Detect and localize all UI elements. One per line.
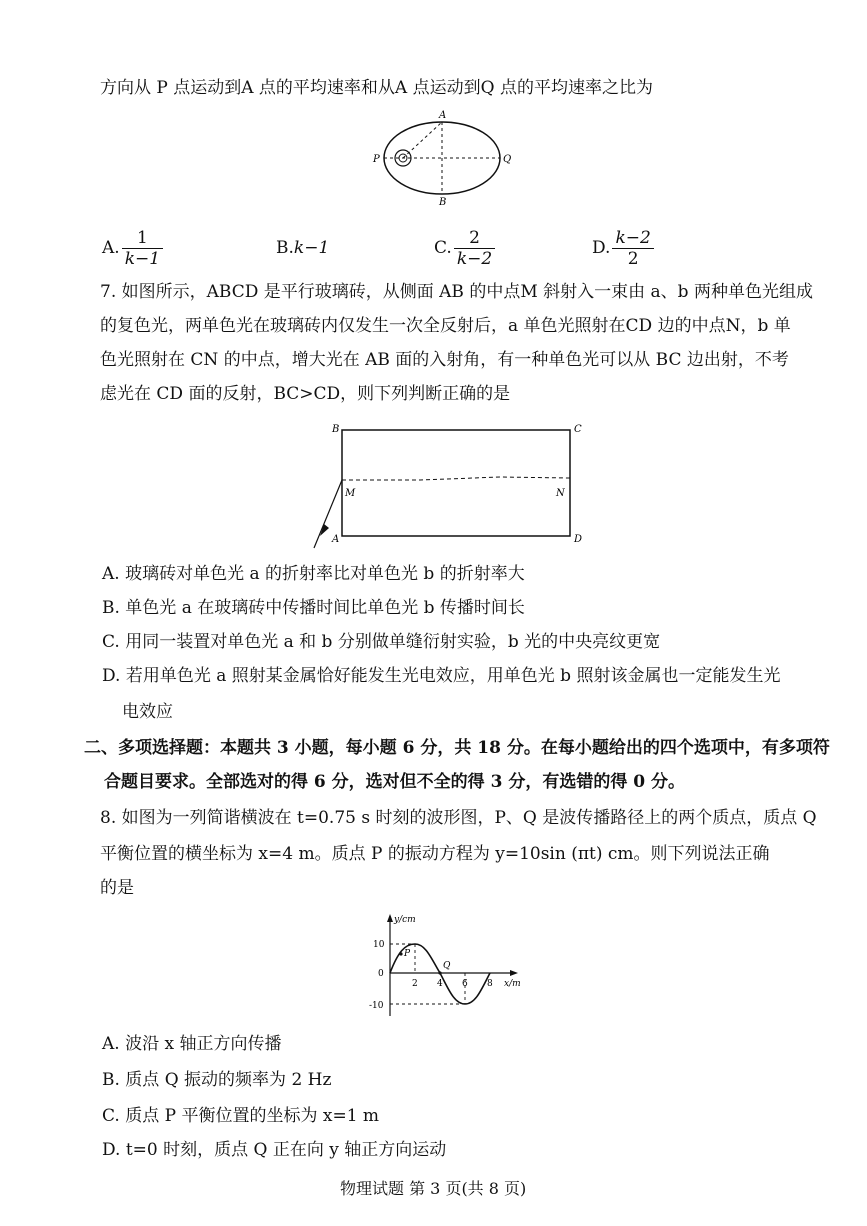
x-tick-4: 4: [437, 979, 443, 989]
q8-option-c: C. 质点 P 平衡位置的坐标为 x=1 m: [102, 1106, 380, 1126]
q7-stem-line-1: 7. 如图所示，ABCD 是平行玻璃砖，从侧面 AB 的中点M 斜射入一束由 a、b 两种单色光组成: [100, 282, 813, 302]
label-a: A: [439, 110, 447, 121]
label-d: D: [574, 534, 583, 545]
q8-stem-line-2: 平衡位置的横坐标为 x=4 m。质点 P 的振动方程为 y=10sin (πt) cm。则下列说法正确: [100, 844, 770, 864]
q7-stem-line-3: 色光照射在 CN 的中点，增大光在 AB 面的入射角，有一种单色光可以从 BC 边出射，不考: [100, 350, 789, 370]
q8-option-a: A. 波沿 x 轴正方向传播: [102, 1034, 282, 1054]
label-c: C: [574, 424, 582, 435]
y-tick-0: 0: [378, 969, 384, 979]
label-q: Q: [443, 961, 451, 971]
page-footer: 物理试题 第 3 页(共 8 页): [340, 1179, 527, 1198]
section-2-header-line-2: 合题目要求。全部选对的得 6 分，选对但不全的得 3 分，有选错的得 0 分。: [104, 772, 685, 792]
label-a: A: [332, 534, 340, 545]
label-p: P: [404, 949, 411, 959]
label-p: P: [373, 154, 380, 165]
label-m: M: [345, 488, 356, 499]
x-axis-arrow: [510, 970, 518, 976]
label-b: B: [332, 424, 340, 435]
q7-option-a: A. 玻璃砖对单色光 a 的折射率比对单色光 b 的折射率大: [102, 564, 525, 584]
q8-stem-line-3: 的是: [100, 878, 134, 898]
q8-stem-line-1: 8. 如图为一列简谐横波在 t=0.75 s 时刻的波形图，P、Q 是波传播路径上的两个质点，质点 Q: [100, 808, 817, 828]
y-axis-label: y/cm: [394, 915, 416, 925]
x-tick-2: 2: [412, 979, 418, 989]
y-tick-neg10: -10: [369, 1001, 384, 1011]
q8-option-d: D. t=0 时刻，质点 Q 正在向 y 轴正方向运动: [102, 1140, 447, 1160]
point-p: [399, 952, 402, 955]
light-path-dashed: [342, 477, 570, 480]
point-q: [438, 971, 441, 974]
q8-option-b: B. 质点 Q 振动的频率为 2 Hz: [102, 1070, 332, 1090]
q6-stem-tail: 方向从 P 点运动到A 点的平均速率和从A 点运动到Q 点的平均速率之比为: [100, 78, 653, 98]
section-2-header-line-1: 二、多项选择题：本题共 3 小题，每小题 6 分，共 18 分。在每小题给出的四个选项中，有多项符: [84, 738, 830, 758]
q7-stem-line-4: 虑光在 CD 面的反射，BC>CD，则下列判断正确的是: [100, 384, 511, 404]
q7-option-d: D. 若用单色光 a 照射某金属恰好能发生光电效应，用单色光 b 照射该金属也一定能发生光: [102, 666, 781, 686]
q6-option-d: D. $\frac{k-2}{2}$: [592, 228, 654, 269]
y-axis-arrow: [387, 914, 393, 922]
glass-block: [342, 430, 570, 536]
x-axis-label: x/m: [504, 979, 521, 989]
q7-glass-block-figure: [300, 418, 600, 553]
q6-option-b: B.k−1: [276, 238, 330, 258]
q8-wave-figure: [360, 912, 530, 1022]
q6-option-c: C. $\frac{2}{k-2}$: [434, 228, 495, 269]
x-tick-6: 6: [462, 979, 468, 989]
q7-option-b: B. 单色光 a 在玻璃砖中传播时间比单色光 b 传播时间长: [102, 598, 525, 618]
label-b: B: [439, 197, 447, 208]
label-q: Q: [503, 154, 512, 165]
q6-orbit-figure: [370, 108, 520, 208]
q7-option-d-cont: 电效应: [122, 702, 173, 722]
y-tick-10: 10: [373, 940, 385, 950]
q7-stem-line-2: 的复色光，两单色光在玻璃砖内仅发生一次全反射后，a 单色光照射在CD 边的中点N，b 单: [100, 316, 791, 336]
x-tick-8: 8: [487, 979, 493, 989]
label-n: N: [556, 488, 565, 499]
q7-option-c: C. 用同一装置对单色光 a 和 b 分别做单缝衍射实验，b 光的中央亮纹更宽: [102, 632, 661, 652]
q6-option-a: A. $\frac{1}{k-1}$: [102, 228, 163, 269]
